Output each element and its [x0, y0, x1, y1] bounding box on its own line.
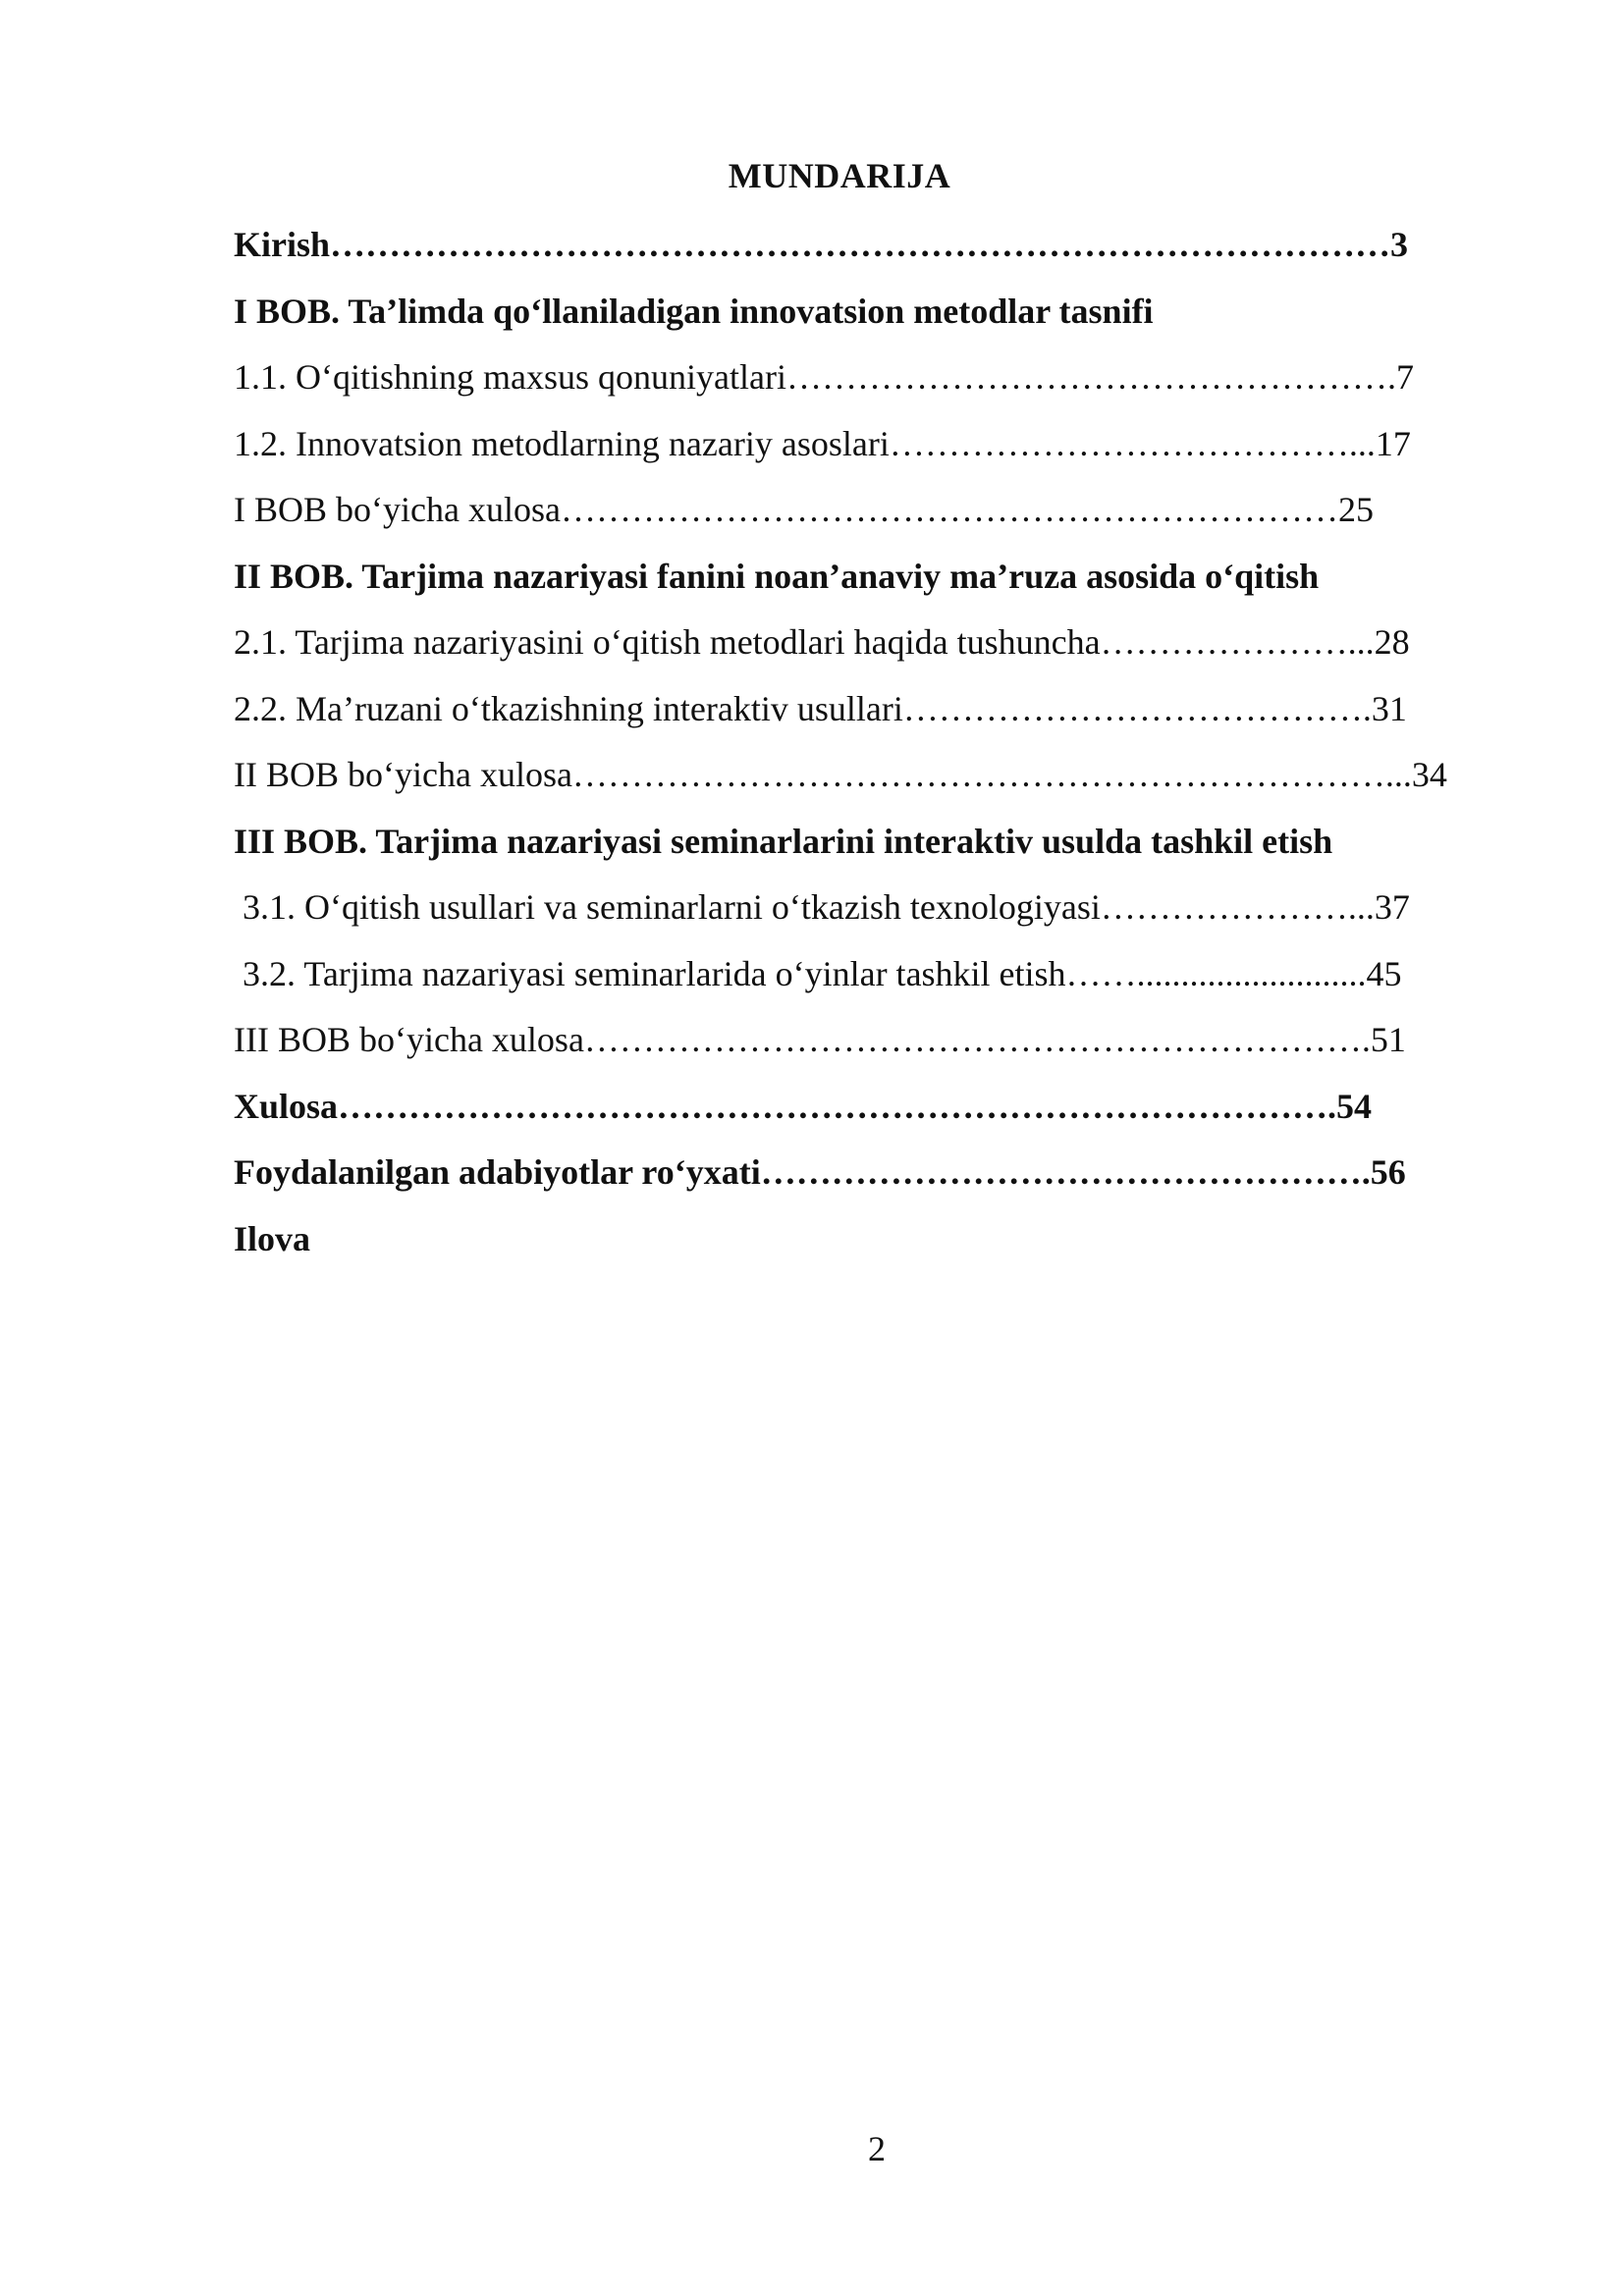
toc-entry-section-3-1: 3.1. O‘qitish usullari va seminarlarni o‘tkazish texnologiyasi…………………...37 — [243, 887, 1410, 927]
toc-entry-section-1-1: 1.1. O‘qitishning maxsus qonuniyatlari…………………………………………….7 — [234, 357, 1414, 397]
toc-entry-chapter-1: I BOB. Ta’limda qo‘llaniladigan innovatsion metodlar tasnifi — [234, 291, 1154, 331]
toc-entry-chapter-2-conclusion: II BOB bo‘yicha xulosa……………………………………………………………...34 — [234, 755, 1447, 794]
toc-entry-chapter-3: III BOB. Tarjima nazariyasi seminarlarini interaktiv usulda tashkil etish — [234, 821, 1333, 861]
toc-entry-chapter-1-conclusion: I BOB bo‘yicha xulosa…………………………………………………………25 — [234, 490, 1374, 529]
toc-entry-section-3-2: 3.2. Tarjima nazariyasi seminarlarida o‘yinlar tashkil etish……..........................45 — [243, 953, 1402, 993]
toc-entry-ilova: Ilova — [234, 1218, 311, 1258]
toc-entry-xulosa: Xulosa………………………………………………………………………….54 — [234, 1086, 1373, 1126]
toc-entry-chapter-2: II BOB. Tarjima nazariyasi fanini noan’anaviy ma’ruza asosida o‘qitish — [234, 556, 1320, 596]
toc-entry-section-2-1: 2.1. Tarjima nazariyasini o‘qitish metodlari haqida tushuncha…………………...28 — [234, 622, 1410, 662]
table-of-contents — [234, 216, 1530, 1276]
page-title: MUNDARIJA — [728, 156, 951, 195]
toc-entry-chapter-3-conclusion: III BOB bo‘yicha xulosa………………………………………………………….51 — [234, 1020, 1406, 1059]
toc-entry-kirish: Kirish………………………………………………………………………………3 — [234, 225, 1409, 264]
toc-entry-section-1-2: 1.2. Innovatsion metodlarning nazariy asoslari…………………………………...17 — [234, 423, 1411, 463]
page-number: 2 — [868, 2129, 886, 2168]
toc-entry-bibliography: Foydalanilgan adabiyotlar ro‘yxati…………………………………………….56 — [234, 1152, 1406, 1192]
toc-entry-section-2-2: 2.2. Ma’ruzani o‘tkazishning interaktiv usullari………………………………….31 — [234, 688, 1407, 728]
